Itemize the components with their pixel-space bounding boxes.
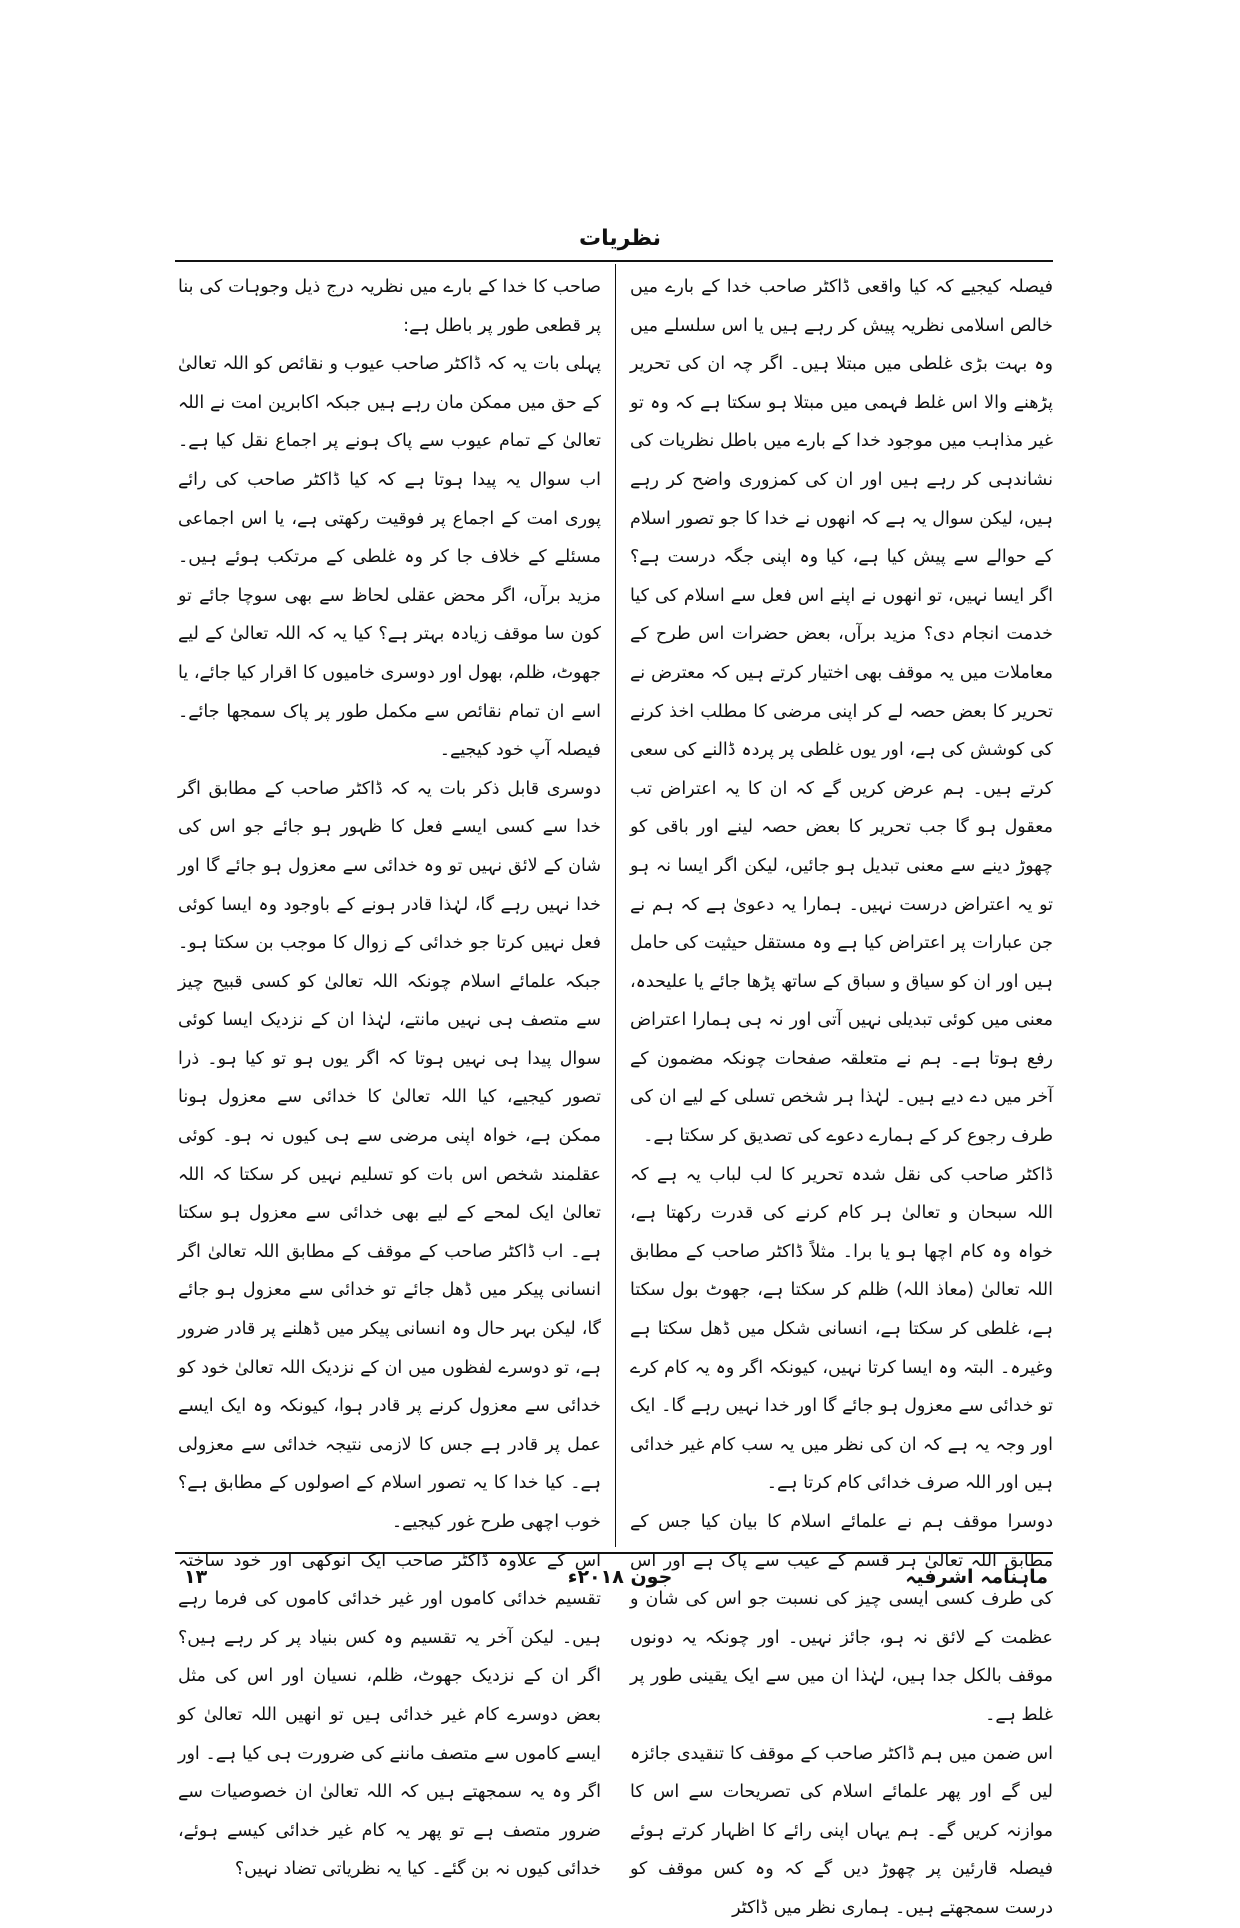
column-divider [615,264,616,1547]
paragraph: اس کے علاوہ ڈاکٹر صاحب ایک انوکھی اور خود ساختہ تقسیم خدائی کاموں اور غیر خدائی کاموں کی فرما رہے ہیں۔ لیکن آخر یہ تقسیم وہ کس بنیاد پر کر رہے ہیں؟ اگر ان کے نزدیک جھوٹ، ظلم، نسیان اور اس کی مثل بعض دوسرے کام غیر خدائی ہیں تو انھیں اللہ تعالیٰ کو ایسے کاموں سے متصف ماننے کی ضرورت ہی کیا ہے۔ اور اگر وہ یہ سمجھتے ہیں کہ اللہ تعالیٰ ان خصوصیات سے ضرور متصف ہے تو پھر یہ کام غیر خدائی کیسے ہوئے، خدائی کیوں نہ بن گئے۔ کیا یہ نظریاتی تضاد نہیں؟ [178,1550,601,1880]
paragraph: دوسرا موقف ہم نے علمائے اسلام کا بیان کیا جس کے مطابق اللہ تعالیٰ ہر قسم کے عیب سے پاک ہے اور اس کی طرف کسی ایسی چیز کی نسبت جو اس کی شان و عظمت کے لائق نہ ہو، جائز نہیں۔ اور چونکہ یہ دونوں موقف بالکل جدا ہیں، لہٰذا ان میں سے ایک یقینی طور پر غلط ہے۔ [630,1512,1053,1725]
footer-rule [175,1552,1053,1554]
paragraph: دوسری قابل ذکر بات یہ کہ ڈاکٹر صاحب کے مطابق اگر خدا سے کسی ایسے فعل کا ظہور ہو جائے جو اس کی شان کے لائق نہیں تو وہ خدائی سے معزول ہو جائے گا اور خدا نہیں رہے گا، لہٰذا قادر ہونے کے باوجود وہ ایسا کوئی فعل نہیں کرتا جو خدائی کے زوال کا موجب بن سکتا ہو۔ جبکہ علمائے اسلام چونکہ اللہ تعالیٰ کو کسی قبیح چیز سے متصف ہی نہیں مانتے، لہٰذا ان کے نزدیک ایسا کوئی سوال پیدا ہی نہیں ہوتا کہ اگر یوں ہو تو کیا ہو۔ ذرا تصور کیجیے، کیا اللہ تعالیٰ کا خدائی سے معزول ہونا ممکن ہے، خواہ اپنی مرضی سے ہی کیوں نہ ہو۔ کوئی عقلمند شخص اس بات کو تسلیم نہیں کر سکتا کہ اللہ تعالیٰ ایک لمحے کے لیے بھی خدائی سے معزول ہو سکتا ہے۔ اب ڈاکٹر صاحب کے موقف کے مطابق اللہ تعالیٰ اگر انسانی پیکر میں ڈھل جائے تو خدائی سے معزول ہو جائے گا، لیکن بہر حال وہ انسانی پیکر میں ڈھلنے پر قادر ضرور ہے، تو دوسرے لفظوں میں ان کے نزدیک اللہ تعالیٰ خود کو خدائی سے معزول کرنے پر قادر ہوا، کیونکہ وہ ایک ایسے عمل پر قادر ہے جس کا لازمی نتیجہ خدائی سے معزولی ہے۔ کیا خدا کا یہ تصور اسلام کے اصولوں کے مطابق ہے؟ خوب اچھی طرح غور کیجیے۔ [178,778,601,1532]
running-title: نظریات [578,226,661,251]
issue-date: جون ۲۰۱۸ء [567,1566,673,1588]
journal-name: ماہنامہ اشرفیہ [905,1566,1048,1588]
paragraph: اس ضمن میں ہم ڈاکٹر صاحب کے موقف کا تنقیدی جائزہ لیں گے اور پھر علمائے اسلام کی تصریحات سے اس کا موازنہ کریں گے۔ ہم یہاں اپنی رائے کا اظہار کرتے ہوئے فیصلہ قارئین پر چھوڑ دیں گے کہ وہ کس موقف کو درست سمجھتے ہیں۔ ہماری نظر میں ڈاکٹر [630,1743,1053,1918]
paragraph: ڈاکٹر صاحب کی نقل شدہ تحریر کا لب لباب یہ ہے کہ اللہ سبحان و تعالیٰ ہر کام کرنے کی قدرت رکھتا ہے، خواہ وہ کام اچھا ہو یا برا۔ مثلاً ڈاکٹر صاحب کے مطابق اللہ تعالیٰ (معاذ اللہ) ظلم کر سکتا ہے، جھوٹ بول سکتا ہے، غلطی کر سکتا ہے، انسانی شکل میں ڈھل سکتا ہے وغیرہ۔ البتہ وہ ایسا کرتا نہیں، کیونکہ اگر وہ یہ کام کرے تو خدائی سے معزول ہو جائے گا اور خدا نہیں رہے گا۔ ایک اور وجہ یہ ہے کہ ان کی نظر میں یہ سب کام غیر خدائی ہیں اور اللہ صرف خدائی کام کرتا ہے۔ [630,1164,1053,1494]
paragraph: صاحب کا خدا کے بارے میں نظریہ درج ذیل وجوہات کی بنا پر قطعی طور پر باطل ہے: [178,277,601,336]
paragraph: پہلی بات یہ کہ ڈاکٹر صاحب عیوب و نقائص کو اللہ تعالیٰ کے حق میں ممکن مان رہے ہیں جبکہ اکابرین امت نے اللہ تعالیٰ کے تمام عیوب سے پاک ہونے پر اجماع نقل کیا ہے۔ اب سوال یہ پیدا ہوتا ہے کہ کیا ڈاکٹر صاحب کی رائے پوری امت کے اجماع پر فوقیت رکھتی ہے، یا اس اجماعی مسئلے کے خلاف جا کر وہ غلطی کے مرتکب ہوئے ہیں۔ مزید برآں، اگر محض عقلی لحاظ سے بھی سوچا جائے تو کون سا موقف زیادہ بہتر ہے؟ کیا یہ کہ اللہ تعالیٰ کے لیے جھوٹ، ظلم، بھول اور دوسری خامیوں کا اقرار کیا جائے، یا اسے ان تمام نقائص سے مکمل طور پر پاک سمجھا جائے۔ فیصلہ آپ خود کیجیے۔ [178,354,601,761]
header-rule [175,260,1053,262]
paragraph: فیصلہ کیجیے کہ کیا واقعی ڈاکٹر صاحب خدا کے بارے میں خالص اسلامی نظریہ پیش کر رہے ہیں یا اس سلسلے میں وہ بہت بڑی غلطی میں مبتلا ہیں۔ اگر چہ ان کی تحریر پڑھنے والا اس غلط فہمی میں مبتلا ہو سکتا ہے کہ وہ تو غیر مذاہب میں موجود خدا کے بارے میں باطل نظریات کی نشاندہی کر رہے ہیں اور ان کی کمزوری واضح کر رہے ہیں، لیکن سوال یہ ہے کہ انھوں نے خدا کا جو تصور اسلام کے حوالے سے پیش کیا ہے، کیا وہ اپنی جگہ درست ہے؟ اگر ایسا نہیں، تو انھوں نے اپنے اس فعل سے اسلام کی کیا خدمت انجام دی؟ مزید برآں، بعض حضرات اس طرح کے معاملات میں یہ موقف بھی اختیار کرتے ہیں کہ معترض نے تحریر کا بعض حصہ لے کر اپنی مرضی کا مطلب اخذ کرنے کی کوشش کی ہے، اور یوں غلطی پر پردہ ڈالنے کی سعی کرتے ہیں۔ ہم عرض کریں گے کہ ان کا یہ اعتراض تب معقول ہو گا جب تحریر کا بعض حصہ لینے اور باقی کو چھوڑ دینے سے معنی تبدیل ہو جائیں، لیکن اگر ایسا نہ ہو تو یہ اعتراض درست نہیں۔ ہمارا یہ دعویٰ ہے کہ ہم نے جن عبارات پر اعتراض کیا ہے وہ مستقل حیثیت کی حامل ہیں اور ان کو سیاق و سباق کے ساتھ پڑھا جائے یا علیحدہ، معنی میں کوئی تبدیلی نہیں آتی اور نہ ہی ہمارا اعتراض رفع ہوتا ہے۔ ہم نے متعلقہ صفحات چونکہ مضمون کے آخر میں دے دیے ہیں۔ لہٰذا ہر شخص تسلی کے لیے ان کی طرف رجوع کر کے ہمارے دعوے کی تصدیق کر سکتا ہے۔ [630,277,1053,1147]
page-number: ۱۳ [184,1566,208,1588]
